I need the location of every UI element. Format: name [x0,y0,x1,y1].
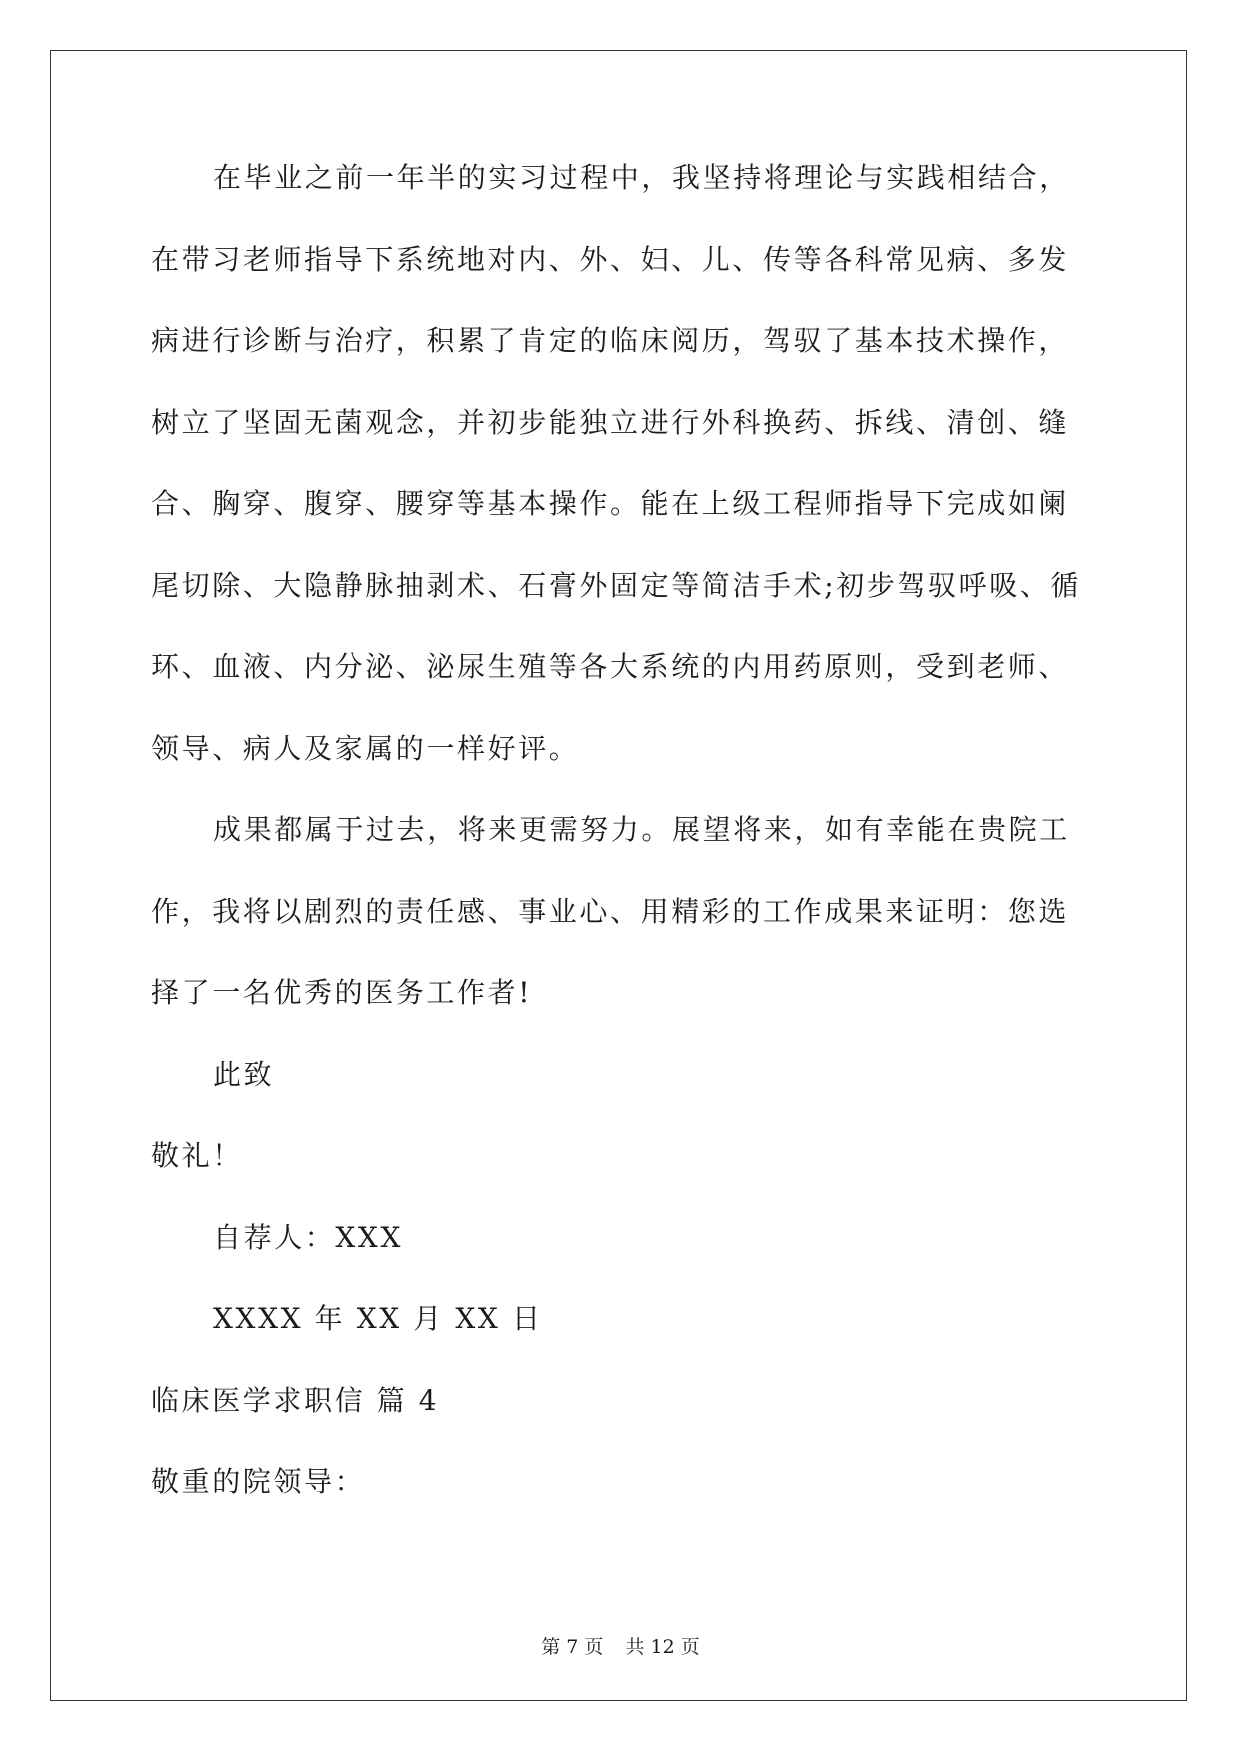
text-line: 领导、病人及家属的一样好评。 [151,731,580,765]
document-body [151,160,1091,1546]
text-line: 在带习老师指导下系统地对内、外、妇、儿、传等各科常见病、多发 [151,242,1070,276]
greeting-line: 敬重的院领导： [151,1465,366,1498]
text-line: 合、胸穿、腹穿、腰穿等基本操作。能在上级工程师指导下完成如阑 [151,487,1070,520]
closing-regards: 敬礼！ [151,1139,243,1172]
text-line: 环、血液、内分泌、泌尿生殖等各大系统的内用药原则，受到老师、 [151,650,1070,683]
text-line: 在毕业之前一年半的实习过程中，我坚持将理论与实践相结合， [213,161,1070,194]
page-footer [0,1632,1241,1659]
signature-line: 自荐人：XXX [213,1220,404,1254]
text-line: 病进行诊断与治疗，积累了肯定的临床阅历，驾驭了基本技术操作， [151,324,1070,357]
text-line: 尾切除、大隐静脉抽剥术、石膏外固定等简洁手术;初步驾驭呼吸、循 [151,568,1082,602]
date-line: XXXX 年 XX 月 XX 日 [213,1302,543,1335]
text-line: 成果都属于过去，将来更需努力。展望将来，如有幸能在贵院工 [213,813,1070,846]
page-number: 第 7 页 [541,1636,604,1658]
text-line: 树立了坚固无菌观念，并初步能独立进行外科换药、拆线、清创、缝 [151,405,1070,439]
page-total: 共 12 页 [625,1636,700,1658]
text-line: 择了一名优秀的医务工作者! [151,976,533,1009]
section-heading: 临床医学求职信 篇 4 [151,1383,440,1417]
closing-salutation: 此致 [213,1057,275,1091]
text-line: 作，我将以剧烈的责任感、事业心、用精彩的工作成果来证明：您选 [151,894,1070,928]
